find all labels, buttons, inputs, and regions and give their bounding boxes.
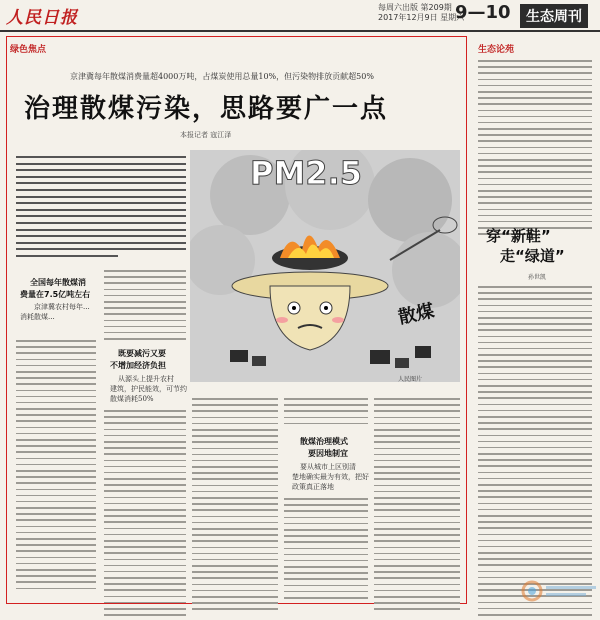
subhead-3-line-1: 散煤治理模式 [300, 437, 348, 446]
edition-line-2: 2017年12月9日 星期六 [378, 13, 465, 22]
edition-line-1: 每周六出版 第209期 [378, 3, 452, 12]
subhead-1-line-1: 全国每年散煤消 [30, 278, 86, 287]
commentary-author: 孙世凯 [528, 274, 547, 281]
newspaper-logo: 人民日报 [6, 8, 78, 28]
commentary-title-line-2: 走“绿道” [500, 247, 565, 265]
subhead-1-note-2: 消耗散煤... [20, 313, 55, 321]
masthead [0, 0, 600, 32]
subhead-2-note-1: 从源头上提升农村 [118, 375, 174, 383]
subhead-2-line-1: 既要减污又要 [118, 349, 166, 358]
subhead-3-line-2: 要因地制宜 [308, 449, 348, 458]
subhead-2-line-2: 不增加经济负担 [110, 361, 166, 370]
subhead-1-line-2: 费量在7.5亿吨左右 [20, 290, 91, 299]
lead-paragraph [16, 156, 186, 262]
subhead-2-note-3: 散煤消耗50% [110, 395, 154, 403]
edition-info [378, 3, 464, 23]
column-5-text [374, 398, 460, 615]
subhead-1-note-1: 京津冀农村每年... [34, 303, 90, 311]
column-1-text [16, 340, 96, 594]
pm25-label: PM2.5 [250, 154, 362, 192]
right-column-text-top [478, 60, 592, 239]
subhead-3-note-3: 政策真正落地 [292, 483, 334, 491]
article-headline: 治理散煤污染，思路要广一点 [24, 94, 389, 124]
section-tag-eco-forum: 生态论苑 [478, 45, 515, 55]
article-kicker: 京津冀每年散煤消费量超4000万吨，占煤炭使用总量10%，但污染物排放贡献超50% [70, 72, 374, 81]
article-byline: 本报记者 寇江泽 [180, 131, 232, 139]
subhead-2-note-2: 建筑，护民能效，可节约 [110, 385, 187, 393]
column-4-text-bottom [284, 498, 368, 603]
commentary-title-line-1: 穿“新鞋” [486, 227, 551, 245]
subhead-3-note-1: 要从城市上区别清 [300, 463, 356, 471]
section-badge: 生态周刊 [520, 4, 588, 28]
column-4-text-top [284, 398, 368, 429]
right-column-text-bottom [478, 286, 592, 620]
loose-coal-label: 散煤 [396, 300, 437, 329]
column-3-text [192, 398, 278, 615]
pm25-illustration [190, 150, 460, 382]
subhead-3-note-2: 楚地确实最为有效，把好 [292, 473, 369, 481]
page-number: 9—10 [455, 2, 511, 23]
illustration-credit: 人民图片 [398, 376, 423, 383]
section-tag-green-focus: 绿色焦点 [10, 45, 47, 55]
column-2-text-bottom [104, 410, 186, 620]
watermark-logo-icon [520, 576, 600, 606]
column-2-text-top [104, 270, 186, 344]
